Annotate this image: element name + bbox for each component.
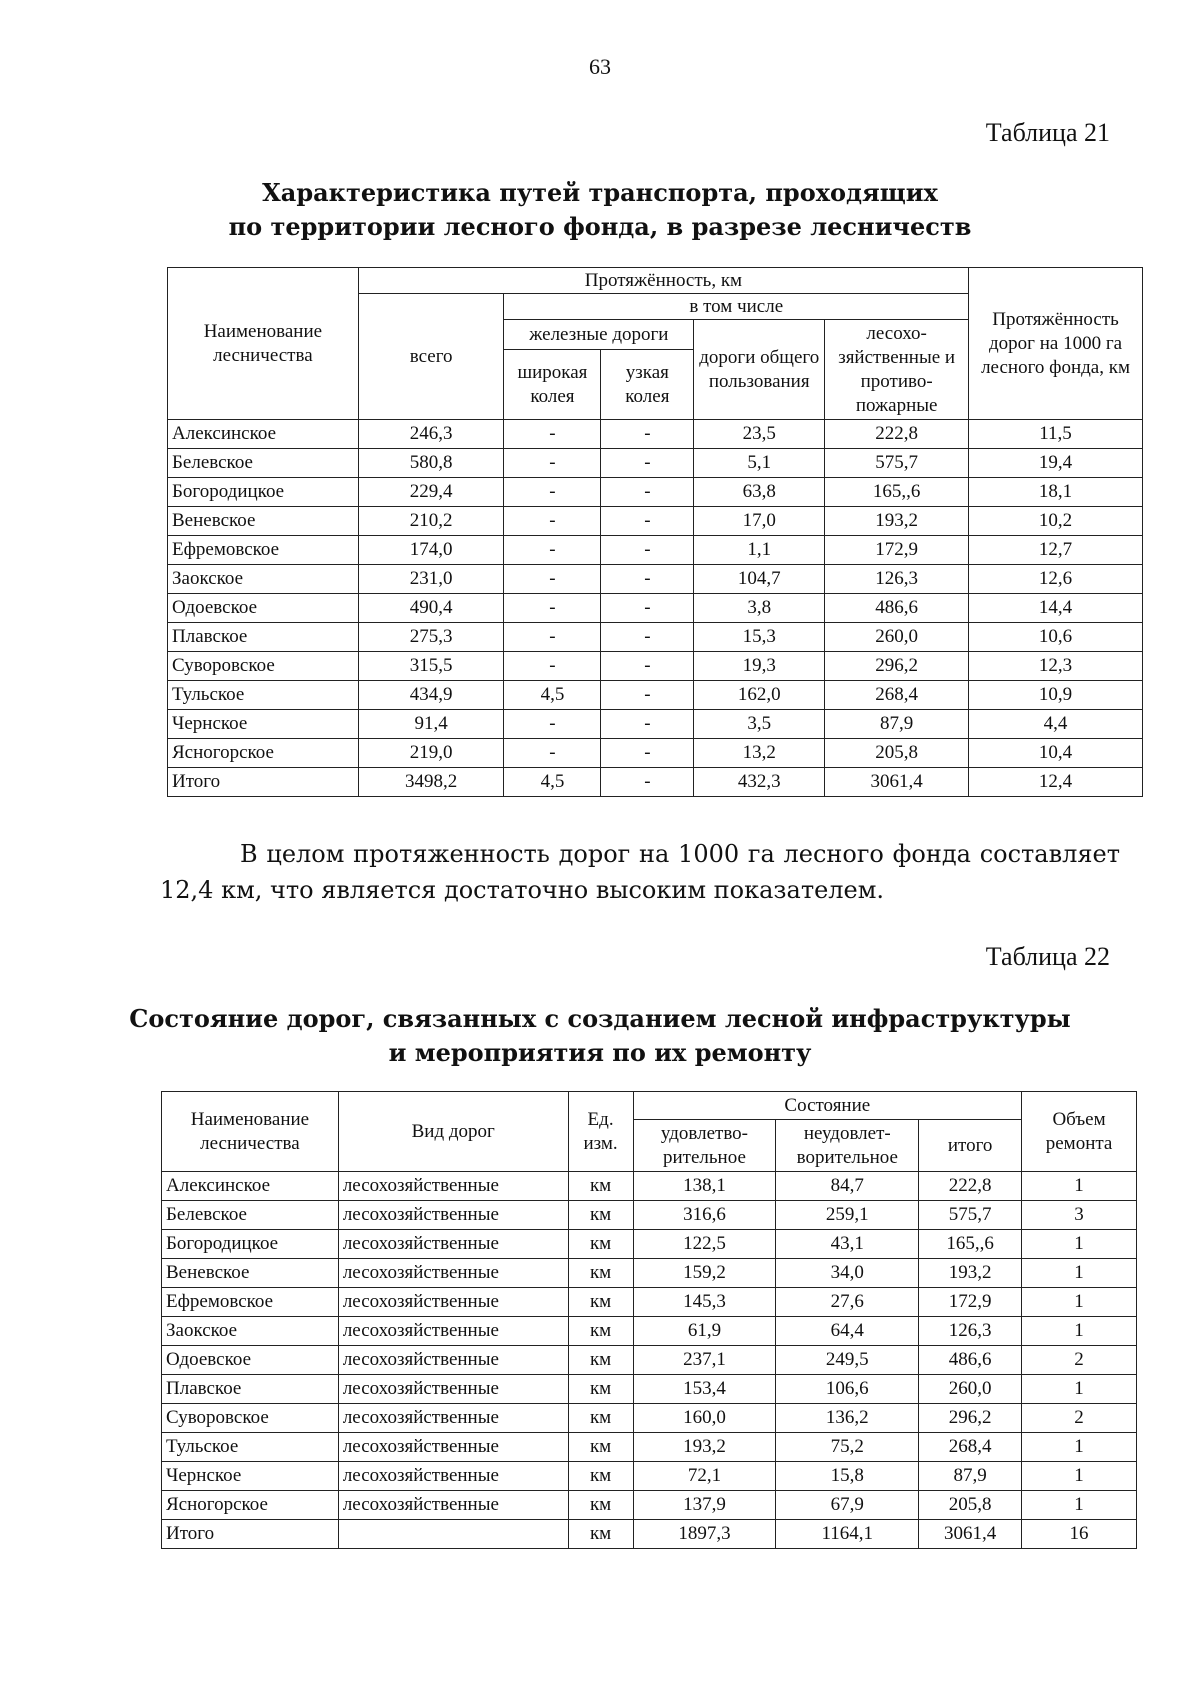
header-forestry-name: Наименование лесничества [162,1092,339,1172]
cell-wide-gauge: - [504,710,601,739]
cell-per-1000ha: 10,4 [969,739,1143,768]
cell-satisfactory: 72,1 [633,1462,776,1491]
cell-satisfactory: 237,1 [633,1346,776,1375]
cell-unit: км [568,1433,633,1462]
cell-state-total: 126,3 [919,1317,1022,1346]
cell-repair-volume: 2 [1022,1404,1137,1433]
cell-road-type: лесохозяйственные [338,1230,568,1259]
cell-road-type: лесохозяйственные [338,1404,568,1433]
cell-forestry-name: Ясногорское [162,1491,339,1520]
cell-forest-fire-roads: 268,4 [825,681,969,710]
cell-narrow-gauge: - [601,768,694,797]
cell-narrow-gauge: - [601,739,694,768]
cell-unit: км [568,1172,633,1201]
cell-repair-volume: 1 [1022,1317,1137,1346]
cell-per-1000ha: 11,5 [969,420,1143,449]
table-row [168,652,1143,681]
cell-unsatisfactory: 106,6 [776,1375,919,1404]
cell-per-1000ha: 12,7 [969,536,1143,565]
cell-repair-volume: 1 [1022,1375,1137,1404]
cell-unsatisfactory: 43,1 [776,1230,919,1259]
table-row [162,1230,1137,1259]
cell-public-roads: 15,3 [694,623,825,652]
cell-road-type: лесохозяйственные [338,1172,568,1201]
cell-satisfactory: 1897,3 [633,1520,776,1549]
cell-public-roads: 162,0 [694,681,825,710]
cell-wide-gauge: - [504,652,601,681]
cell-wide-gauge: - [504,739,601,768]
header-satisfactory: удовлетво-рительное [633,1120,776,1172]
cell-unit: км [568,1346,633,1375]
cell-forest-fire-roads: 222,8 [825,420,969,449]
cell-road-type: лесохозяйственные [338,1491,568,1520]
cell-road-type [338,1520,568,1549]
cell-state-total: 575,7 [919,1201,1022,1230]
table-row [168,768,1143,797]
table-row [162,1346,1137,1375]
cell-total: 231,0 [358,565,504,594]
cell-narrow-gauge: - [601,420,694,449]
cell-forestry-name: Ефремовское [168,536,359,565]
header-state: Состояние [633,1092,1022,1120]
table-row [162,1520,1137,1549]
cell-unit: км [568,1288,633,1317]
cell-repair-volume: 1 [1022,1172,1137,1201]
cell-public-roads: 23,5 [694,420,825,449]
cell-wide-gauge: - [504,507,601,536]
cell-road-type: лесохозяйственные [338,1317,568,1346]
cell-satisfactory: 137,9 [633,1491,776,1520]
cell-unsatisfactory: 27,6 [776,1288,919,1317]
table-row [162,1462,1137,1491]
cell-forest-fire-roads: 260,0 [825,623,969,652]
cell-public-roads: 432,3 [694,768,825,797]
cell-total: 210,2 [358,507,504,536]
cell-satisfactory: 160,0 [633,1404,776,1433]
cell-satisfactory: 122,5 [633,1230,776,1259]
table-row [168,478,1143,507]
cell-forestry-name: Заокское [168,565,359,594]
cell-state-total: 486,6 [919,1346,1022,1375]
cell-total: 246,3 [358,420,504,449]
cell-unsatisfactory: 15,8 [776,1462,919,1491]
header-total: всего [358,294,504,420]
cell-forestry-name: Одоевское [162,1346,339,1375]
cell-forest-fire-roads: 126,3 [825,565,969,594]
cell-per-1000ha: 12,4 [969,768,1143,797]
table-21 [167,267,1143,797]
cell-repair-volume: 3 [1022,1201,1137,1230]
cell-per-1000ha: 12,3 [969,652,1143,681]
header-wide-gauge: широкая колея [504,350,601,420]
cell-forest-fire-roads: 193,2 [825,507,969,536]
cell-state-total: 193,2 [919,1259,1022,1288]
cell-forestry-name: Алексинское [162,1172,339,1201]
cell-forest-fire-roads: 486,6 [825,594,969,623]
cell-unit: км [568,1230,633,1259]
cell-forestry-name: Суворовское [168,652,359,681]
cell-unsatisfactory: 136,2 [776,1404,919,1433]
cell-wide-gauge: - [504,565,601,594]
table-row [168,536,1143,565]
cell-forestry-name: Белевское [162,1201,339,1230]
cell-wide-gauge: - [504,478,601,507]
cell-public-roads: 17,0 [694,507,825,536]
cell-road-type: лесохозяйственные [338,1201,568,1230]
cell-unit: км [568,1491,633,1520]
table-21-body [168,420,1143,797]
cell-total: 219,0 [358,739,504,768]
header-forest-fire-roads: лесохо-зяйственные и противо-пожарные [825,320,969,420]
cell-state-total: 222,8 [919,1172,1022,1201]
cell-total: 434,9 [358,681,504,710]
cell-unit: км [568,1462,633,1491]
cell-forest-fire-roads: 296,2 [825,652,969,681]
table-22-title [0,1002,1200,1070]
summary-paragraph: В целом протяженность дорог на 1000 га лесного фонда составляет 12,4 км, что является достаточно высоким показателем. [160,840,1120,904]
cell-forestry-name: Заокское [162,1317,339,1346]
cell-unsatisfactory: 84,7 [776,1172,919,1201]
cell-state-total: 296,2 [919,1404,1022,1433]
cell-forestry-name: Тульское [168,681,359,710]
cell-road-type: лесохозяйственные [338,1346,568,1375]
table-row [168,623,1143,652]
cell-forestry-name: Богородицкое [162,1230,339,1259]
cell-state-total: 3061,4 [919,1520,1022,1549]
cell-total: 229,4 [358,478,504,507]
cell-state-total: 87,9 [919,1462,1022,1491]
table-21-caption: Таблица 21 [985,118,1110,147]
table-row [162,1201,1137,1230]
cell-public-roads: 5,1 [694,449,825,478]
cell-forestry-name: Чернское [162,1462,339,1491]
cell-forestry-name: Тульское [162,1433,339,1462]
cell-satisfactory: 145,3 [633,1288,776,1317]
table-22-title-line2: и мероприятия по их ремонту [388,1038,812,1067]
cell-narrow-gauge: - [601,478,694,507]
cell-state-total: 172,9 [919,1288,1022,1317]
header-length: Протяжённость, км [358,268,968,294]
cell-unsatisfactory: 259,1 [776,1201,919,1230]
cell-public-roads: 19,3 [694,652,825,681]
cell-per-1000ha: 10,9 [969,681,1143,710]
cell-public-roads: 104,7 [694,565,825,594]
cell-total: 91,4 [358,710,504,739]
cell-satisfactory: 193,2 [633,1433,776,1462]
cell-forest-fire-roads: 205,8 [825,739,969,768]
cell-total: 315,5 [358,652,504,681]
cell-per-1000ha: 12,6 [969,565,1143,594]
cell-narrow-gauge: - [601,449,694,478]
cell-forestry-name: Веневское [162,1259,339,1288]
header-narrow-gauge: узкая колея [601,350,694,420]
cell-total: 580,8 [358,449,504,478]
cell-total: 174,0 [358,536,504,565]
cell-total: 3498,2 [358,768,504,797]
cell-public-roads: 63,8 [694,478,825,507]
cell-narrow-gauge: - [601,652,694,681]
cell-satisfactory: 61,9 [633,1317,776,1346]
cell-per-1000ha: 14,4 [969,594,1143,623]
cell-narrow-gauge: - [601,507,694,536]
cell-state-total: 268,4 [919,1433,1022,1462]
cell-wide-gauge: 4,5 [504,768,601,797]
cell-repair-volume: 2 [1022,1346,1137,1375]
cell-forestry-name: Плавское [168,623,359,652]
cell-narrow-gauge: - [601,681,694,710]
cell-repair-volume: 1 [1022,1491,1137,1520]
cell-forest-fire-roads: 87,9 [825,710,969,739]
cell-public-roads: 3,8 [694,594,825,623]
cell-state-total: 260,0 [919,1375,1022,1404]
table-row [168,565,1143,594]
table-22-title-line1: Состояние дорог, связанных с созданием лесной инфраструктуры [129,1004,1071,1033]
header-state-total: итого [919,1120,1022,1172]
cell-forest-fire-roads: 165,,6 [825,478,969,507]
cell-forestry-name: Богородицкое [168,478,359,507]
table-21-title-line2: по территории лесного фонда, в разрезе лесничеств [228,212,972,241]
cell-forestry-name: Плавское [162,1375,339,1404]
cell-public-roads: 3,5 [694,710,825,739]
header-public-roads: дороги общего пользования [694,320,825,420]
cell-wide-gauge: - [504,623,601,652]
cell-wide-gauge: - [504,536,601,565]
cell-state-total: 165,,6 [919,1230,1022,1259]
table-row [168,449,1143,478]
cell-forestry-name: Одоевское [168,594,359,623]
cell-repair-volume: 16 [1022,1520,1137,1549]
cell-satisfactory: 316,6 [633,1201,776,1230]
cell-forest-fire-roads: 575,7 [825,449,969,478]
cell-per-1000ha: 10,6 [969,623,1143,652]
cell-per-1000ha: 19,4 [969,449,1143,478]
cell-forestry-name: Чернское [168,710,359,739]
cell-unit: км [568,1404,633,1433]
cell-narrow-gauge: - [601,594,694,623]
cell-unsatisfactory: 75,2 [776,1433,919,1462]
cell-unit: км [568,1375,633,1404]
cell-state-total: 205,8 [919,1491,1022,1520]
cell-satisfactory: 153,4 [633,1375,776,1404]
table-row [168,507,1143,536]
cell-repair-volume: 1 [1022,1288,1137,1317]
cell-road-type: лесохозяйственные [338,1375,568,1404]
cell-narrow-gauge: - [601,710,694,739]
cell-wide-gauge: - [504,420,601,449]
cell-forest-fire-roads: 172,9 [825,536,969,565]
table-row [162,1491,1137,1520]
table-row [162,1259,1137,1288]
cell-satisfactory: 138,1 [633,1172,776,1201]
table-22-body [162,1172,1137,1549]
cell-forestry-name: Веневское [168,507,359,536]
table-22 [161,1091,1137,1549]
table-21-title-line1: Характеристика путей транспорта, проходящих [262,178,938,207]
cell-unit: км [568,1317,633,1346]
cell-forestry-name: Алексинское [168,420,359,449]
cell-per-1000ha: 10,2 [969,507,1143,536]
cell-repair-volume: 1 [1022,1462,1137,1491]
header-length-per-1000ha: Протяжённость дорог на 1000 га лесного фонда, км [969,268,1143,420]
cell-road-type: лесохозяйственные [338,1259,568,1288]
cell-per-1000ha: 4,4 [969,710,1143,739]
header-unit: Ед. изм. [568,1092,633,1172]
cell-unsatisfactory: 64,4 [776,1317,919,1346]
table-row [162,1433,1137,1462]
cell-repair-volume: 1 [1022,1230,1137,1259]
cell-wide-gauge: - [504,594,601,623]
cell-per-1000ha: 18,1 [969,478,1143,507]
cell-unsatisfactory: 34,0 [776,1259,919,1288]
cell-forestry-name: Ефремовское [162,1288,339,1317]
cell-road-type: лесохозяйственные [338,1433,568,1462]
cell-unit: км [568,1259,633,1288]
header-unsatisfactory: неудовлет-ворительное [776,1120,919,1172]
cell-forestry-name: Итого [162,1520,339,1549]
cell-public-roads: 1,1 [694,536,825,565]
cell-forestry-name: Белевское [168,449,359,478]
cell-forestry-name: Суворовское [162,1404,339,1433]
table-row [168,739,1143,768]
header-forestry-name: Наименование лесничества [168,268,359,420]
table-21-title [0,176,1200,244]
header-road-type: Вид дорог [338,1092,568,1172]
table-row [168,710,1143,739]
cell-wide-gauge: - [504,449,601,478]
cell-road-type: лесохозяйственные [338,1288,568,1317]
table-row [162,1317,1137,1346]
table-row [162,1288,1137,1317]
header-railways: железные дороги [504,320,694,350]
cell-total: 490,4 [358,594,504,623]
cell-forestry-name: Ясногорское [168,739,359,768]
table-row [168,594,1143,623]
cell-unsatisfactory: 1164,1 [776,1520,919,1549]
cell-public-roads: 13,2 [694,739,825,768]
header-including: в том числе [504,294,969,320]
table-22-caption: Таблица 22 [985,942,1110,971]
table-row [168,681,1143,710]
cell-road-type: лесохозяйственные [338,1462,568,1491]
cell-narrow-gauge: - [601,623,694,652]
table-row [168,420,1143,449]
cell-satisfactory: 159,2 [633,1259,776,1288]
cell-wide-gauge: 4,5 [504,681,601,710]
cell-repair-volume: 1 [1022,1259,1137,1288]
cell-forest-fire-roads: 3061,4 [825,768,969,797]
cell-repair-volume: 1 [1022,1433,1137,1462]
cell-narrow-gauge: - [601,565,694,594]
table-row [162,1404,1137,1433]
cell-narrow-gauge: - [601,536,694,565]
page-number: 63 [589,54,611,79]
table-row [162,1172,1137,1201]
cell-unit: км [568,1520,633,1549]
header-repair-volume: Объем ремонта [1022,1092,1137,1172]
cell-forestry-name: Итого [168,768,359,797]
table-row [162,1375,1137,1404]
cell-unsatisfactory: 67,9 [776,1491,919,1520]
cell-unit: км [568,1201,633,1230]
cell-total: 275,3 [358,623,504,652]
cell-unsatisfactory: 249,5 [776,1346,919,1375]
